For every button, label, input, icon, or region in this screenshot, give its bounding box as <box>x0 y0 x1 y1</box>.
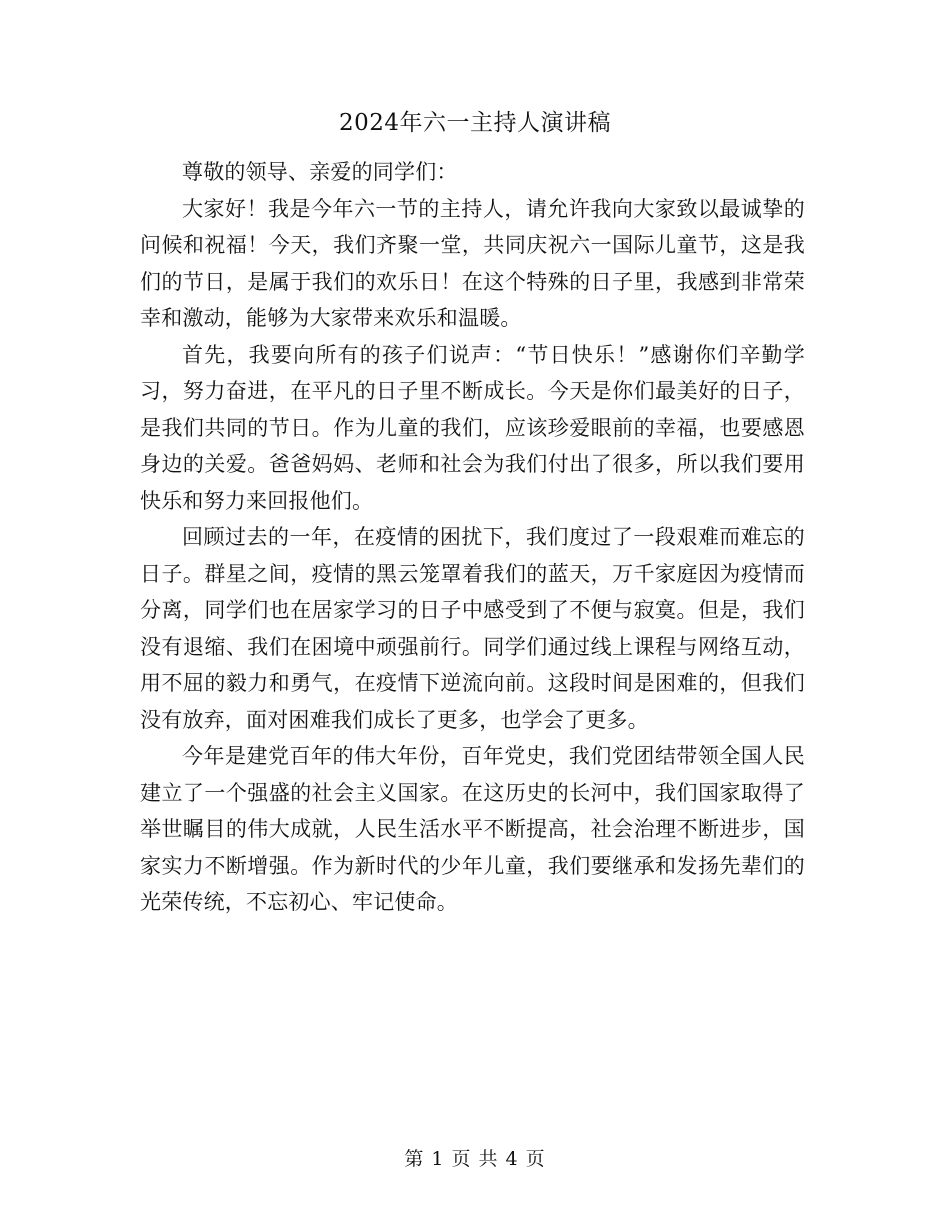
paragraph-2: 首先，我要向所有的孩子们说声：“节日快乐！”感谢你们辛勤学习，努力奋进，在平凡的日子里不断成长。今天是你们最美好的日子，是我们共同的节日。作为儿童的我们，应该珍爱眼前的幸福，也要感恩身边的关爱。爸爸妈妈、老师和社会为我们付出了很多，所以我们要用快乐和努力来回报他们。 <box>140 342 805 513</box>
page-footer: 第 1 页 共 4 页 <box>404 1148 546 1170</box>
paragraph-3: 回顾过去的一年，在疫情的困扰下，我们度过了一段艰难而难忘的日子。群星之间，疫情的黑云笼罩着我们的蓝天，万千家庭因为疫情而分离，同学们也在居家学习的日子中感受到了不便与寂寞。但是，我们没有退缩、我们在困境中顽强前行。同学们通过线上课程与网络互动，用不屈的毅力和勇气，在疫情下逆流向前。这段时间是困难的，但我们没有放弃，面对困难我们成长了更多，也学会了更多。 <box>140 525 805 732</box>
paragraph-4: 今年是建党百年的伟大年份，百年党史，我们党团结带领全国人民建立了一个强盛的社会主义国家。在这历史的长河中，我们国家取得了举世瞩目的伟大成就，人民生活水平不断提高，社会治理不断进步，国家实力不断增强。作为新时代的少年儿童，我们要继承和发扬先辈们的光荣传统，不忘初心、牢记使命。 <box>140 744 805 914</box>
paragraph-1: 大家好！我是今年六一节的主持人，请允许我向大家致以最诚挚的问候和祝福！今天，我们齐聚一堂，共同庆祝六一国际儿童节，这是我们的节日，是属于我们的欢乐日！在这个特殊的日子里，我感到非常荣幸和激动，能够为大家带来欢乐和温暖。 <box>140 196 805 330</box>
document-body <box>140 154 805 921</box>
salutation: 尊敬的领导、亲爱的同学们： <box>182 160 458 184</box>
document-title: 2024年六一主持人演讲稿 <box>338 110 612 136</box>
